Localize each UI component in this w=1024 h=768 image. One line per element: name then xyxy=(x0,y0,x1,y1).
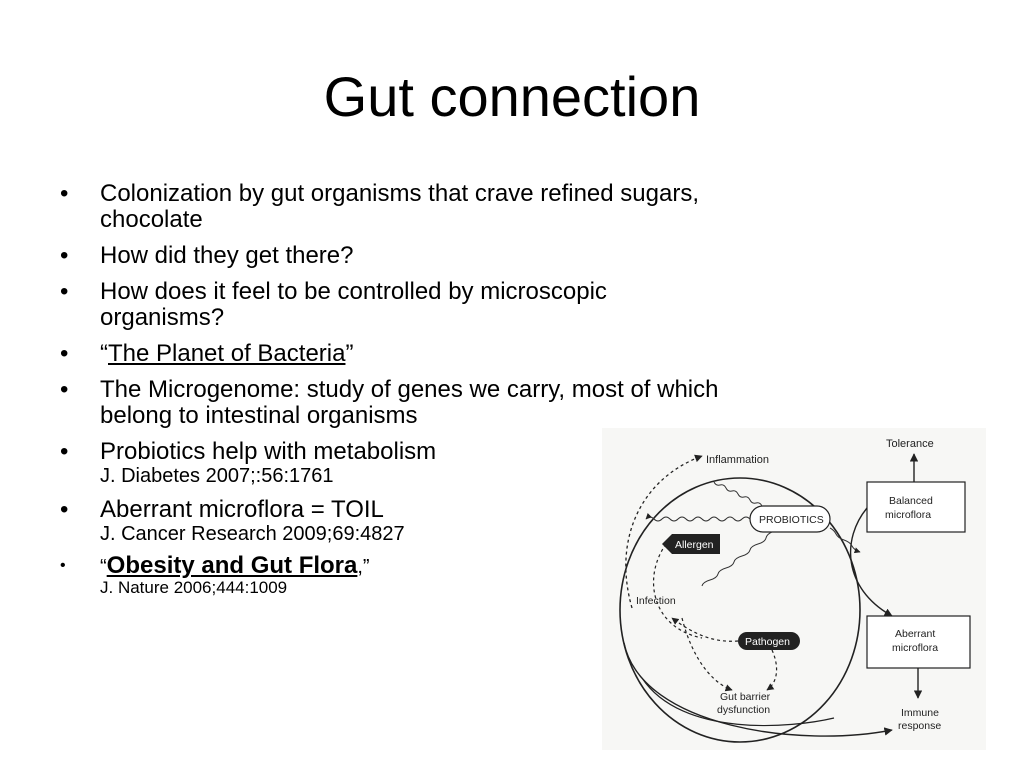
inflammation-label: Inflammation xyxy=(706,454,769,466)
obesity-gut-flora-link[interactable]: Obesity and Gut Flora xyxy=(106,552,358,579)
bullet-item xyxy=(60,279,730,331)
allergen-label: Allergen xyxy=(675,539,714,551)
bullet-text: Colonization by gut organisms that crave refined sugars, chocolate xyxy=(100,180,699,233)
bullet-reference: J. Diabetes 2007;:56:1761 xyxy=(100,465,334,487)
close-quote: ” xyxy=(345,340,354,367)
diagram-background xyxy=(602,428,986,750)
balanced-microflora-box xyxy=(867,482,965,532)
bullet-marker: • xyxy=(60,496,69,523)
probiotics-label: PROBIOTICS xyxy=(759,514,824,526)
open-quote: “ xyxy=(100,556,107,578)
planet-of-bacteria-link[interactable]: The Planet of Bacteria xyxy=(108,340,346,367)
bullet-item xyxy=(60,243,730,269)
gut-barrier-label-1: Gut barrier xyxy=(720,691,771,703)
bullet-text: How did they get there? xyxy=(100,242,354,269)
immune-label-1: Immune xyxy=(901,707,939,719)
bullet-item xyxy=(60,377,730,429)
gut-barrier-label-2: dysfunction xyxy=(717,704,771,716)
bullet-reference: J. Nature 2006;444:1009 xyxy=(100,578,288,597)
bullet-marker: • xyxy=(60,242,69,269)
bullet-marker: • xyxy=(60,376,69,403)
aberrant-label-2: microflora xyxy=(892,642,939,654)
balanced-label-2: microflora xyxy=(885,509,932,521)
balanced-label-1: Balanced xyxy=(889,495,933,507)
close-quote: ,” xyxy=(357,556,370,578)
tolerance-label: Tolerance xyxy=(886,438,934,450)
bullet-marker: • xyxy=(60,438,69,465)
probiotics-diagram xyxy=(602,428,986,750)
immune-label-2: response xyxy=(898,720,942,732)
pathogen-label: Pathogen xyxy=(745,636,790,648)
bullet-text: The Microgenome: study of genes we carry, most of which belong to intestinal organisms xyxy=(100,376,719,429)
aberrant-label-1: Aberrant xyxy=(895,628,936,640)
bullet-marker: • xyxy=(60,340,69,367)
bullet-marker: • xyxy=(60,278,69,305)
bullet-marker: • xyxy=(60,557,66,574)
bullet-item xyxy=(60,181,730,233)
open-quote: “ xyxy=(100,340,108,367)
infection-label: Infection xyxy=(636,595,676,607)
slide-title: Gut connection xyxy=(323,65,701,128)
bullet-item xyxy=(60,341,730,367)
bullet-text: Probiotics help with metabolism xyxy=(100,438,437,465)
bullet-reference: J. Cancer Research 2009;69:4827 xyxy=(100,523,405,545)
bullet-text: Aberrant microflora = TOIL xyxy=(100,496,384,523)
bullet-text: How does it feel to be controlled by microscopic organisms? xyxy=(100,278,607,331)
bullet-marker: • xyxy=(60,180,69,207)
